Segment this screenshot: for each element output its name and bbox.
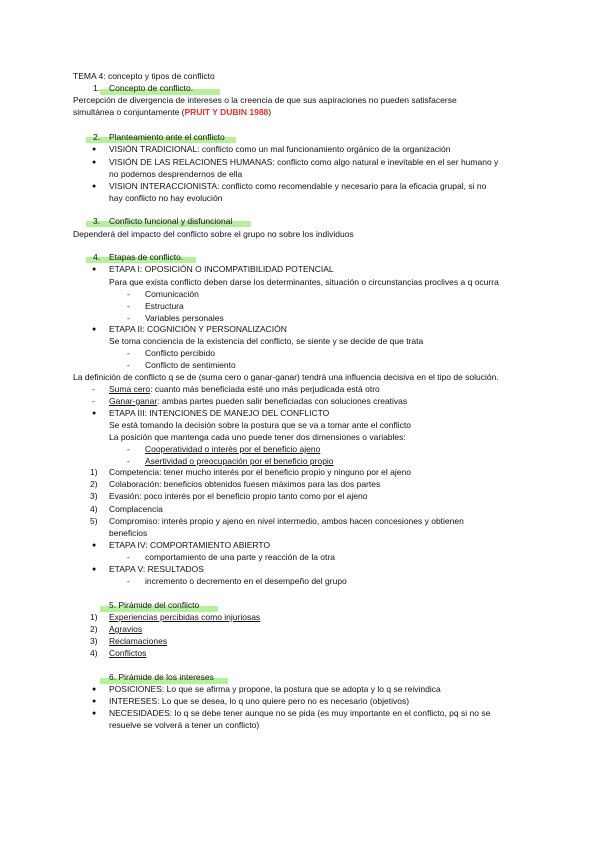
definition-text: simultánea o conjuntamente ( bbox=[73, 107, 185, 117]
suma-cero-text: : cuanto más beneficiada esté uno más perjudicada está otro bbox=[150, 384, 380, 394]
dash-icon: - bbox=[127, 444, 130, 454]
section-3-heading: Conflicto funcional y disfuncional bbox=[109, 216, 233, 226]
dash-icon: - bbox=[127, 456, 130, 466]
bullet-icon: ● bbox=[92, 410, 97, 417]
etapa-5-item: incremento o decremento en el desempeño del grupo bbox=[145, 576, 347, 586]
bullet-icon: ● bbox=[92, 698, 97, 705]
piramide-conflicto-item: Reclamaciones bbox=[109, 636, 168, 646]
list-number: 1) bbox=[90, 467, 98, 477]
list-number: 5) bbox=[90, 516, 98, 526]
ganar-ganar-text: : ambas partes pueden salir beneficiadas con soluciones creativas bbox=[157, 396, 408, 406]
section-3-number: 3. bbox=[93, 216, 101, 226]
necesidades: NECESIDADES: lo q se debe tener aunque no se pida (es muy importante en el conflicto, pq si no se bbox=[109, 708, 491, 718]
section-1-definition: Percepción de divergencia de intereses o la creencia de que sus aspiraciones no pueden satisfacerse bbox=[73, 95, 457, 105]
vision-interaccionista: VISION INTERACCIONISTA: conflicto como recomendable y necesario para la eficacia grupal, si no bbox=[109, 181, 487, 191]
dash-icon: - bbox=[127, 301, 130, 311]
definition-close: ) bbox=[268, 107, 272, 117]
compromiso: Compromiso: interés propio y ajeno en nivel intermedio, ambos hacen concesiones y obtienen bbox=[109, 516, 464, 526]
section-2-number: 2. bbox=[93, 132, 101, 142]
piramide-conflicto-item: Conflictos bbox=[109, 648, 147, 658]
citation: PRUIT Y DUBIN 1988 bbox=[184, 107, 269, 117]
bullet-icon: ● bbox=[92, 710, 97, 717]
ganar-ganar-item bbox=[109, 396, 407, 407]
document-title: TEMA 4: concepto y tipos de conflicto bbox=[73, 71, 215, 81]
bullet-icon: ● bbox=[92, 266, 97, 273]
etapa-1: ETAPA I: OPOSICIÓN O INCOMPATIBILIDAD POTENCIAL bbox=[109, 264, 334, 274]
section-1-definition-cont bbox=[73, 107, 271, 118]
section-3-text: Dependerá del impacto del conflicto sobre el grupo no sobre los individuos bbox=[73, 229, 354, 239]
dash-icon: - bbox=[127, 576, 130, 586]
posiciones: POSICIONES: Lo que se afirma y propone, la postura que se adopta y lo q se reivindica bbox=[109, 684, 441, 694]
bullet-icon: ● bbox=[92, 183, 97, 190]
dash-icon: - bbox=[127, 289, 130, 299]
section-4-number: 4. bbox=[93, 252, 101, 262]
section-6-heading: 6. Pirámide de los intereses bbox=[109, 672, 214, 682]
etapa-3-text: Se está tomando la decisión sobre la postura que se va a tomar ante el conflicto bbox=[109, 420, 411, 430]
etapa-3-text: La posición que mantenga cada uno puede tener dos dimensiones o variables: bbox=[109, 432, 406, 442]
list-number: 4) bbox=[90, 504, 98, 514]
necesidades-cont: resuelve se volverá a tener un conflicto) bbox=[109, 720, 260, 730]
etapa-2-item: Conflicto de sentimiento bbox=[145, 360, 236, 370]
dash-icon: - bbox=[92, 384, 95, 394]
dash-icon: - bbox=[127, 552, 130, 562]
bullet-icon: ● bbox=[92, 326, 97, 333]
dash-icon: - bbox=[127, 313, 130, 323]
intereses: INTERESES: Lo que se desea, lo q uno quiere pero no es necesario (objetivos) bbox=[109, 696, 410, 706]
list-number: 2) bbox=[90, 624, 98, 634]
compromiso-cont: beneficios bbox=[109, 528, 148, 538]
cooperatividad: Cooperatividad o interés por el beneficio ajeno bbox=[145, 444, 321, 454]
bullet-icon: ● bbox=[92, 159, 97, 166]
etapa-5: ETAPA V: RESULTADOS bbox=[109, 564, 204, 574]
dash-icon: - bbox=[127, 348, 130, 358]
vision-interaccionista-cont: hay conflicto no hay evolución bbox=[109, 193, 223, 203]
etapa-1-text: Para que exista conflicto deben darse los determinantes, situación o circunstancias proclives a q ocurra bbox=[109, 277, 499, 287]
list-number: 3) bbox=[90, 636, 98, 646]
definicion-conflicto: La definición de conflicto q se de (suma cero o ganar-ganar) tendrá una influencia decisiva en el tipo de solución. bbox=[73, 372, 499, 382]
section-5-heading: 5. Pirámide del conflicto bbox=[109, 600, 200, 610]
piramide-conflicto-item: Agravios bbox=[109, 624, 143, 634]
bullet-icon: ● bbox=[92, 542, 97, 549]
vision-relaciones-humanas-cont: no podemos desprendernos de ella bbox=[109, 169, 243, 179]
vision-relaciones-humanas: VISIÓN DE LAS RELACIONES HUMANAS: conflicto como algo natural e inevitable en el ser humano y bbox=[109, 157, 499, 167]
colaboracion: Colaboración: beneficios obtenidos fuesen máximos para las dos partes bbox=[109, 479, 381, 489]
etapa-4: ETAPA IV: COMPORTAMIENTO ABIERTO bbox=[109, 540, 271, 550]
etapa-2-text: Se toma conciencia de la existencia del conflicto, se siente y se decide de que trata bbox=[109, 336, 424, 346]
suma-cero-item bbox=[109, 384, 380, 395]
dash-icon: - bbox=[127, 360, 130, 370]
section-1-heading: Concepto de conflicto. bbox=[109, 83, 194, 93]
list-number: 3) bbox=[90, 491, 98, 501]
bullet-icon: ● bbox=[92, 566, 97, 573]
section-4-heading: Etapas de conflicto. bbox=[109, 252, 184, 262]
list-number: 2) bbox=[90, 479, 98, 489]
etapa-1-item: Variables personales bbox=[145, 313, 224, 323]
section-2-heading: Planteamiento ante el conflicto bbox=[109, 132, 225, 142]
competencia: Competencia: tener mucho interés por el beneficio propio y ninguno por el ajeno bbox=[109, 467, 411, 477]
etapa-2: ETAPA II: COGNICIÓN Y PERSONALIZACIÓN bbox=[109, 324, 287, 334]
section-1-number: 1. bbox=[93, 83, 101, 93]
etapa-1-item: Estructura bbox=[145, 301, 184, 311]
complacencia: Complacencia bbox=[109, 504, 163, 514]
etapa-2-item: Conflicto percibido bbox=[145, 348, 215, 358]
suma-cero-term: Suma cero bbox=[109, 384, 151, 394]
vision-tradicional: VISIÓN TRADICIONAL: conflicto como un mal funcionamiento orgánico de la organización bbox=[109, 144, 451, 154]
etapa-3: ETAPA III: INTENCIONES DE MANEJO DEL CONFLICTO bbox=[109, 408, 330, 418]
list-number: 4) bbox=[90, 648, 98, 658]
piramide-conflicto-item: Experiencias percibidas como injuriosas bbox=[109, 612, 261, 622]
etapa-1-item: Comunicación bbox=[145, 289, 199, 299]
bullet-icon: ● bbox=[92, 686, 97, 693]
dash-icon: - bbox=[92, 396, 95, 406]
ganar-ganar-term: Ganar-ganar bbox=[109, 396, 158, 406]
etapa-4-item: comportamiento de una parte y reacción de la otra bbox=[145, 552, 335, 562]
list-number: 1) bbox=[90, 612, 98, 622]
bullet-icon: ● bbox=[92, 146, 97, 153]
evasion: Evasión: poco interés por el beneficio propio tanto como por el ajeno bbox=[109, 491, 368, 501]
asertividad: Asertividad o preocupación por el beneficio propio bbox=[145, 456, 334, 466]
